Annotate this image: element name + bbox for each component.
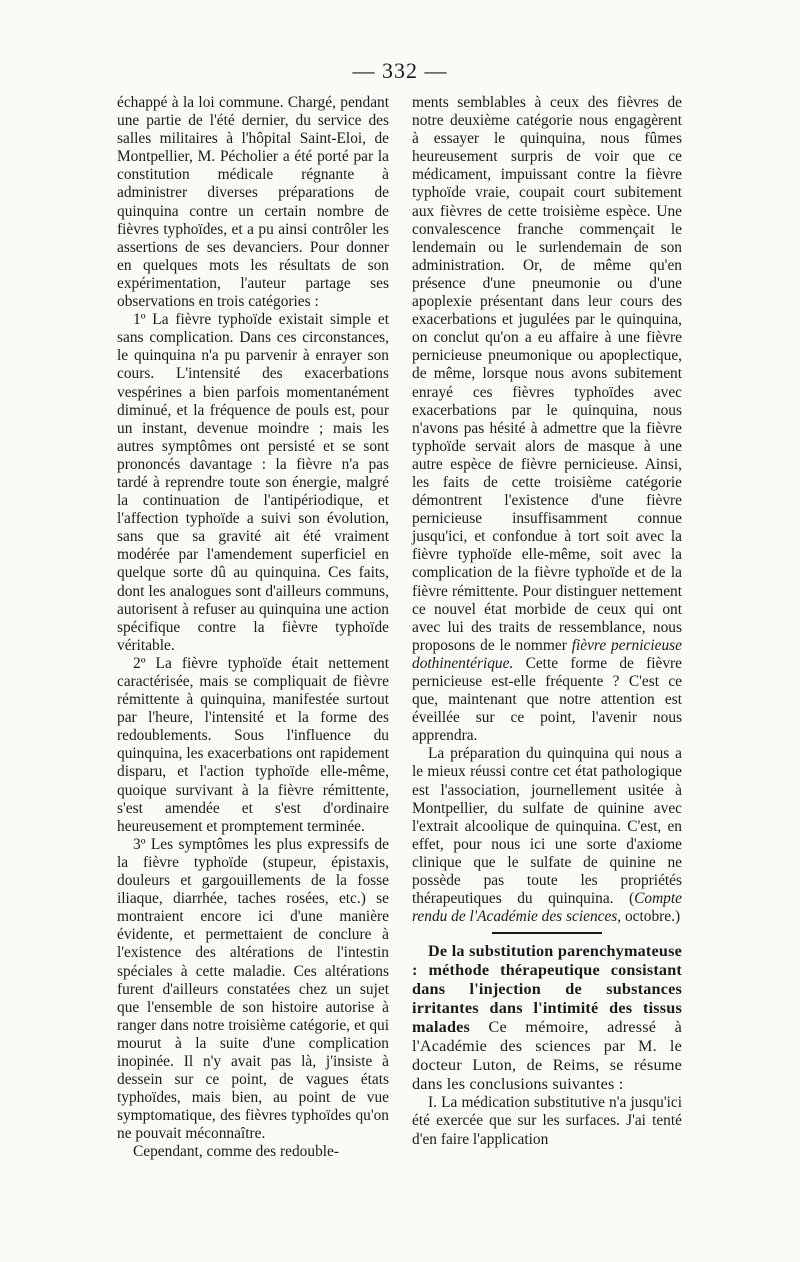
right-paragraph-1 [412,94,682,745]
section-heading-paragraph [412,942,682,1094]
left-paragraph-2: 1º La fièvre typhoïde existait simple et sans complication. Dans ces circonstances, le quinquina n'a pu parvenir à enrayer son cours. L'intensité des exacerbations vespérines a bien parfois momentanément diminué, et la fréquence de pouls est, pour un instant, devenue moindre ; mais les autres symptômes ont persisté et se sont prononcés davantage : la fièvre n'a pas tardé à reprendre toute son énergie, malgré la continuation de l'antipériodique, et l'affection typhoïde a suivi son évolution, sans que sa gravité ait été vraiment modérée par l'amendement superficiel en quelque sorte dû au quinquina. Ces faits, dont les analogues sont d'ailleurs communs, autorisent à refuser au quinquina une action spécifique contre la fièvre typhoïde véritable. [117,311,389,654]
right-paragraph-1-text-b: Cette forme de fièvre pernicieuse est-elle fréquente ? C'est ce que, maintenant que notre attention est éveillée sur ce point, l'avenir nous apprendra. [412,654,682,745]
section-title: De la substitution parenchymateuse : méthode thérapeutique consistant dans l'injection de substances irritantes dans l'intimité des tissus malades [412,942,682,1037]
left-paragraph-5: Cependant, comme des redouble- [133,1143,339,1161]
left-column [117,94,389,1162]
left-paragraph-3: 2º La fièvre typhoïde était nettement caractérisée, mais se compliquait de fièvre rémittente à quinquina, manifestée surtout par l'heure, l'intensité et la forme des redoublements. Sous l'influence du quinquina, les exacerbations ont rapidement disparu, et l'action typhoïde elle-même, quoique survivant à la fièvre rémittente, s'est amendée et s'est d'ordinaire heureusement et promptement terminée. [117,654,389,835]
left-paragraph-4: 3º Les symptômes les plus expressifs de la fièvre typhoïde (stupeur, épistaxis, douleurs et gargouillements de la fosse iliaque, diarrhée, taches rosées, etc.) se montraient encore ici d'une manière évidente, et permettaient de conclure à l'existence des altérations de l'intestin spéciales à cette maladie. Ces altérations furent d'ailleurs constatées chez un sujet que l'ensemble de son histoire autorise à ranger dans notre troisième catégorie, et qui mourut à la suite d'une complication inopinée. Il n'y avait pas là, j'insiste à dessein sur ce point, de vagues états typhoïdes, mais bien, au point de vue symptomatique, des fièvres typhoïdes qu'on ne pouvait méconnaître. [117,835,389,1143]
right-paragraph-2-text-b: octobre.) [621,908,681,926]
right-paragraph-2-text-a: La préparation du quinquina qui nous a le mieux réussi contre cet état pathologique est l'association, journellement usitée à Montpellier, du sulfate de quinine avec l'extrait alcoolique de quinquina. C'est, en effet, pour nous ici une sorte d'axiome clinique que le sulfate de quinine ne possède pas toute les propriétés thérapeutiques du quinquina. ( [412,745,682,908]
source-citation: Compte rendu de l'Académie des sciences, [412,890,682,926]
section-intro: Ce mémoire, adressé à l'Académie des sciences par M. le docteur Luton, de Reims, se résume dans les conclusions suivantes : [412,1018,682,1094]
left-paragraph-1: échappé à la loi commune. Chargé, pendant une partie de l'été dernier, du service des salles militaires à l'hôpital Saint-Eloi, de Montpellier, M. Pécholier a été porté par la constitution médicale régnante à administrer diverses préparations de quinquina contre un certain nombre de fièvres typhoïdes, et a pu ainsi contrôler les assertions de ses devanciers. Pour donner en quelques mots les résultats de son expérimentation, l'auteur partage ses observations en trois catégories : [117,94,389,311]
right-paragraph-1-text-a: ments semblables à ceux des fièvres de notre deuxième catégorie nous engagèrent à essayer le quinquina, nous fûmes heureusement surpris de voir que ce médicament, impuissant contre la fièvre typhoïde vraie, coupait court subitement aux fièvres de cette troisième espèce. Une convalescence franche commençait le lendemain ou le surlendemain de son administration. Or, de même qu'en présence d'une pneumonie ou d'une apoplexie présentant dans leur cours des exacerbations et jugulées par le quinquina, on conclut qu'on a eu affaire à une fièvre pernicieuse pneumonique ou apoplectique, de même, lorsque nous avons subitement enrayé ces fièvres typhoïdes avec exacerbations par le quinquina, nous n'avons pas hésité à admettre que la fièvre typhoïde servait alors de masque à une autre espèce de fièvre pernicieuse. Ainsi, les faits de cette troisième catégorie démontrent l'existence d'une fièvre pernicieuse insuffisamment connue jusqu'ici, et confondue à tort soit avec la fièvre typhoïde elle-même, soit avec la complication de la fièvre typhoïde et de la fièvre rémittente. Pour distinguer nettement ce nouvel état morbide de ceux qui ont avec lui des traits de ressemblance, nous proposons de le nommer [412,94,682,654]
section-divider [492,932,602,934]
right-column [412,94,682,1149]
page-number: — 332 — [352,58,448,83]
italic-term: fièvre pernicieuse dothinentérique. [412,636,682,672]
right-paragraph-3: I. La médication substitutive n'a jusqu'ici été exercée que sur les surfaces. J'ai tenté d'en faire l'application [412,1094,682,1148]
right-paragraph-2 [412,745,682,926]
